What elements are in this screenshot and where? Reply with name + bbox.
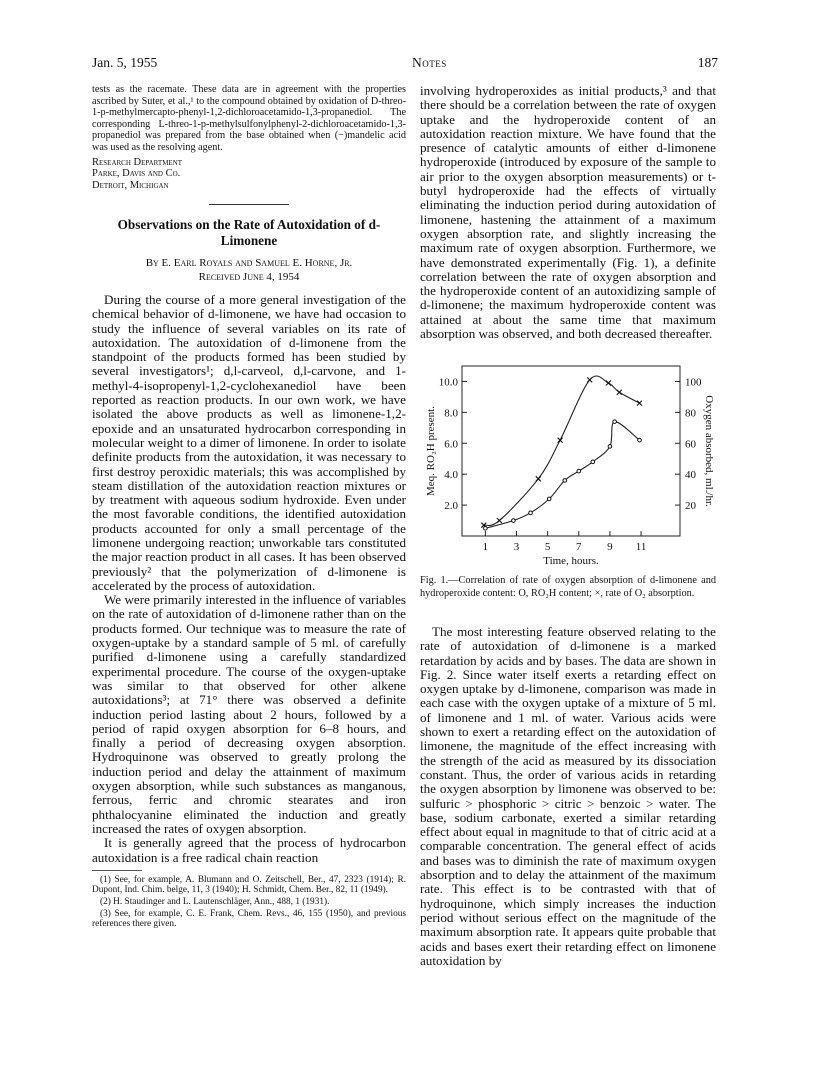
y-axis-label-left: Meq. RO₂H present. [425,406,437,496]
x-tick-label: 9 [607,541,613,553]
right-column-top [420,84,716,341]
axis-ticks [462,381,680,536]
article-authors: By E. Earl Royals and Samuel E. Horne, Jr. [145,256,353,269]
body-paragraph-3: It is generally agreed that the process of hydrocarbon autoxidation is a free radical chain reaction [92,835,406,865]
article-title: Observations on the Rate of Autoxidation of d-Limonene [117,216,381,248]
body-paragraph-1: During the course of a more general investigation of the chemical behavior of d-limonene, we have had occasion to study the influence of several variables on its rate of autoxidation. The autoxidation of d-limonene from the standpoint of the products formed has been studied by several investigators¹; d,l-carveol, d,l-carvone, and 1-methyl-4-isopropenyl-1,2-cyclohexanediol have been reported as reaction products. In our own work, we have isolated the above products as well as limonene-1,2-epoxide and an unsaturated hydrocarbon corresponding in molecular weight to a dimer of limonene. In order to isolate definite products from the autoxidation, it was necessary to first destroy peroxidic materials; this was accomplished by steam distillation of the autoxidation reaction mixtures or by treatment with aqueous sodium hydroxide. Even under the most favorable conditions, the identified autoxidation products accounted for only a small percentage of the limonene undergoing reaction; unworkable tars constituted the major reaction product in all cases. It has been observed previously² that the polymerization of d-limonene is accelerated by the process of autoxidation. [92,291,406,593]
right-column-bottom [420,625,716,968]
series-curves [484,376,640,528]
header-section: Notes [412,55,447,70]
footnote-2: (2) H. Staudinger and L. Lautenschläger, Ann., 488, 1 (1931). [100,897,330,908]
series-markers [481,377,642,530]
y-axis-label-right: Oxygen absorbed, ml./hr. [703,395,715,507]
body-paragraph-5: The most interesting feature observed relating to the rate of autoxidation of d-limonene is a marked retardation by acids and by bases. The data are shown in Fig. 2. Since water itself exerts a retarding effect on oxygen uptake by d-limonene, comparison was made in each case with the oxygen uptake of a mixture of 5 ml. of limonene and 1 ml. of water. Various acids were shown to exert a retarding effect on the autoxidation of limonene, the magnitude of the effect increasing with the strength of the acid as measured by its dissociation constant. Thus, the order of various acids in retarding the oxygen absorption by limonene was observed to be: sulfuric > phosphoric > citric > benzoic > water. The base, sodium carbonate, exerted a similar retarding effect about equal in magnitude to that of citric acid at a comparable concentration. The general effect of acids and bases was to diminish the rate of maximum oxygen absorption and to delay the attainment of the maximum rate. This effect is to be contrasted with that of hydroquinone, which simply increases the induction period without serious effect on the magnitude of the maximum absorption rate. It appears quite probable that acids and bases exert their retarding effect on limonene autoxidation by [420,624,716,968]
y-right-tick-label: 100 [685,376,702,389]
page-number: 187 [697,55,718,70]
left-column [92,84,406,931]
x-marker [606,381,611,386]
y-left-tick-label: 8.0 [444,407,458,420]
circle-marker [577,469,581,473]
affiliation-company: Parke, Davis and Co. [92,168,181,180]
footnote-1: (1) See, for example, A. Blumann and O. Zeitschell, Ber., 47, 2323 (1914); R. Dupont, Ind. Chim. belge, 11, 3 (1940); H. Schmidt, Chem. Ber., 82, 11 (1949). [92,874,406,896]
body-paragraph-2: We were primarily interested in the influence of variables on the rate of autoxidation of d-limonene rather than on the products formed. Our technique was to measure the rate of oxygen-uptake by a standard sample of 5 ml. of carefully purified d-limonene using a carefully standardized experimental procedure. The course of the oxygen-uptake was similar to that observed for other alkene autoxidations³; at 71° there was observed a definite induction period lasting about 2 hours, followed by a period of rapid oxygen absorption for 6–8 hours, and finally a period of decreasing oxygen absorption. Hydroquinone was observed to greatly prolong the induction period and delay the attainment of maximum oxygen absorption, while such substances as manganous, ferrous, ferric and chromic stearates and iron phthalocyanine eliminated the induction and greatly increased the rates of oxygen absorption. [92,592,406,836]
x-axis-label: Time, hours. [543,555,599,567]
x-marker [587,377,592,382]
figure-1-chart [420,358,716,570]
x-tick-label: 5 [544,541,551,553]
affiliation-city: Detroit, Michigan [92,180,169,192]
figure-1-caption: Fig. 1.—Correlation of rate of oxygen absorption of d-limonene and hydroperoxide content: O, RO₂H content; ×, rate of O₂ absorption. [420,575,716,599]
y-right-tick-label: 80 [685,407,696,420]
header-date: Jan. 5, 1955 [92,55,158,70]
y-right-tick-label: 40 [685,469,696,482]
divider [209,204,289,205]
body-paragraph-4: involving hydroperoxides as initial products,³ and that there should be a correlation between the rate of oxygen uptake and the hydroperoxide content of an autoxidation reaction mixture. We have found that the presence of catalytic amounts of either d-limonene hydroperoxide (introduced by exposure of the sample to air prior to the oxygen absorption measurements) or t-butyl hydroperoxide had the effects of virtually eliminating the induction period during autoxidation of limonene, hastening the attainment of a maximum oxygen absorption rate, and slightly increasing the maximum rate of oxygen absorption. Furthermore, we have demonstrated experimentally (Fig. 1), a definite correlation between the rate of oxygen absorption and the hydroperoxide content of an autoxidizing sample of d-limonene; the maximum hydroperoxide content was attained at about the same time that maximum absorption was observed, and both decreased thereafter. [420,83,716,342]
circle-marker [529,511,533,515]
y-left-tick-label: 10.0 [438,376,458,389]
circle-marker [563,479,567,483]
plot-frame [462,366,680,536]
received-date: Received June 4, 1954 [198,270,300,283]
footnote-3: (3) See, for example, C. E. Frank, Chem. Revs., 46, 155 (1950), and previous references there given. [92,908,406,930]
circle-marker [638,438,642,442]
affiliation-department: Research Department [92,156,183,168]
series-line-0 [484,376,640,525]
previous-article-end: tests as the racemate. These data are in agreement with the properties ascribed by Suter, et al.,¹ to the compound obtained by oxidation of D-threo-1-p-methylmercapto-phenyl-1,2-dichloroacetamido-1,3-propanediol. The corresponding L-threo-1-p-methylsulfonylphenyl-2-dichloroacetamido-1,3-propanediol was prepared from the base obtained when (−)mandelic acid was used as the resolving agent. [92,84,406,153]
x-marker [497,518,502,523]
x-tick-label: 3 [513,541,520,553]
x-tick-label: 1 [482,541,489,553]
axis-tick-labels [439,376,702,553]
y-right-tick-label: 60 [685,438,696,451]
x-tick-label: 11 [635,541,647,553]
circle-marker [613,420,617,424]
y-left-tick-label: 4.0 [444,469,458,482]
circle-marker [512,519,516,523]
y-left-tick-label: 2.0 [444,500,458,513]
x-marker [617,390,622,395]
x-marker [637,401,642,406]
x-tick-label: 7 [576,541,582,553]
figure-caption [420,575,716,601]
circle-marker [608,445,612,449]
circle-marker [547,497,551,501]
footnote-divider [92,870,142,871]
circle-marker [591,460,595,464]
x-marker [558,438,563,443]
circle-marker [484,526,488,530]
x-marker [536,476,541,481]
y-left-tick-label: 6.0 [444,438,458,451]
y-right-tick-label: 20 [685,500,696,513]
